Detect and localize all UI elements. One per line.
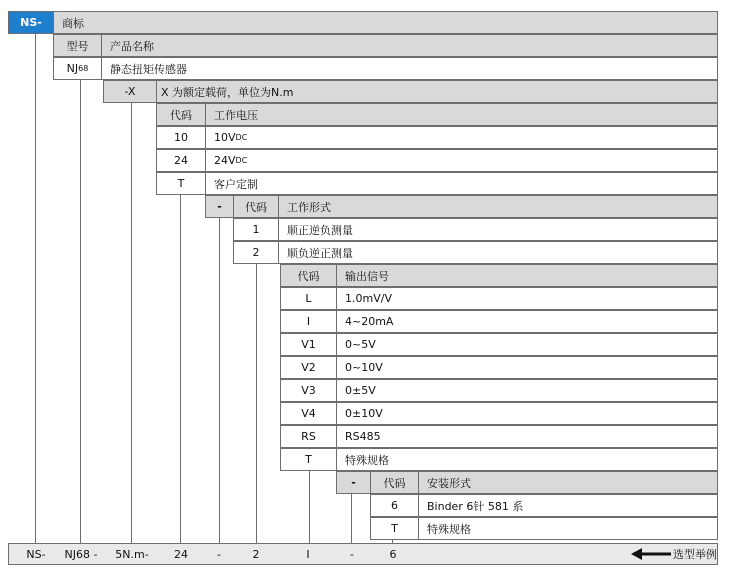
model-code-sub: 68 — [78, 64, 89, 73]
trademark-label: 商标 — [62, 16, 84, 30]
work-mode-code: 1 — [234, 219, 279, 240]
output-code: I — [281, 311, 337, 332]
output-desc: 4~20mA — [345, 315, 394, 328]
model-row — [53, 57, 718, 80]
output-row — [280, 333, 718, 356]
connector-mode — [256, 264, 257, 543]
install-code: T — [371, 518, 419, 539]
install-code: 6 — [371, 495, 419, 516]
load-row — [103, 80, 718, 103]
work-mode-row — [233, 218, 718, 241]
voltage-main: 24V — [214, 154, 236, 167]
model-name-header: 产品名称 — [110, 39, 154, 53]
output-code: RS — [281, 426, 337, 447]
work-mode-desc: 顺正逆负测量 — [287, 223, 353, 237]
output-row — [280, 425, 718, 448]
voltage-desc — [206, 150, 247, 171]
model-code-main: NJ — [66, 62, 79, 75]
output-desc: 0~5V — [345, 338, 376, 351]
voltage-desc — [206, 127, 247, 148]
voltage-main: 10V — [214, 131, 236, 144]
voltage-row — [156, 172, 718, 195]
work-mode-desc: 顺负逆正测量 — [287, 246, 353, 260]
connector-model — [80, 80, 81, 543]
output-desc: 0±5V — [345, 384, 376, 397]
work-mode-prefix: - — [206, 196, 234, 217]
install-desc: 特殊规格 — [427, 522, 471, 536]
output-row — [280, 287, 718, 310]
output-desc: 1.0mV/V — [345, 292, 392, 305]
connector-mode-prefix — [219, 218, 220, 543]
example-part: NS- — [26, 547, 46, 561]
ns-prefix: NS- — [9, 12, 54, 33]
work-mode-code-header: 代码 — [234, 196, 279, 217]
voltage-desc — [206, 173, 258, 194]
output-row — [280, 310, 718, 333]
example-part: 24 — [174, 547, 188, 561]
voltage-sub: DC — [235, 156, 248, 165]
output-desc: RS485 — [345, 430, 381, 443]
install-row — [370, 517, 718, 540]
load-description: X 为额定载荷，单位为N.m — [161, 85, 294, 99]
output-code: V3 — [281, 380, 337, 401]
output-desc: 0±10V — [345, 407, 383, 420]
voltage-code: 10 — [157, 127, 206, 148]
example-part: 6 — [389, 547, 397, 561]
model-header-row — [53, 34, 718, 57]
output-code: V1 — [281, 334, 337, 355]
voltage-sub: DC — [235, 133, 248, 142]
model-code-header: 型号 — [54, 35, 102, 56]
output-code: V4 — [281, 403, 337, 424]
install-row — [370, 494, 718, 517]
output-desc: 特殊规格 — [345, 453, 389, 467]
example-part: 2 — [252, 547, 260, 561]
work-mode-desc-header: 工作形式 — [287, 200, 331, 214]
voltage-row — [156, 149, 718, 172]
example-part: - — [350, 547, 354, 561]
voltage-code: T — [157, 173, 206, 194]
work-mode-code: 2 — [234, 242, 279, 263]
output-header-row — [280, 264, 718, 287]
output-row — [280, 356, 718, 379]
example-label: 选型举例 — [673, 548, 717, 561]
model-code — [54, 58, 102, 79]
work-mode-header-row — [205, 195, 718, 218]
install-prefix: - — [337, 472, 371, 493]
example-row — [8, 543, 718, 565]
voltage-row — [156, 126, 718, 149]
trademark-row — [8, 11, 718, 34]
voltage-code: 24 — [157, 150, 206, 171]
voltage-code-header: 代码 — [157, 104, 206, 125]
output-code: T — [281, 449, 337, 470]
connector-load — [131, 103, 132, 543]
output-code-header: 代码 — [281, 265, 337, 286]
voltage-main: 客户定制 — [214, 177, 258, 191]
model-name: 静态扭矩传感器 — [110, 62, 187, 76]
connector-voltage — [180, 195, 181, 543]
connector-install-prefix — [351, 494, 352, 543]
output-code: L — [281, 288, 337, 309]
example-part: I — [306, 547, 310, 561]
output-desc: 0~10V — [345, 361, 383, 374]
output-code: V2 — [281, 357, 337, 378]
output-desc-header: 输出信号 — [345, 269, 389, 283]
output-row — [280, 379, 718, 402]
work-mode-row — [233, 241, 718, 264]
arrow-left-icon — [631, 548, 671, 560]
install-desc: Binder 6针 581 系 — [427, 499, 524, 513]
connector-output — [309, 471, 310, 543]
connector-ns — [35, 34, 36, 543]
voltage-desc-header: 工作电压 — [214, 108, 258, 122]
example-part: NJ68 - — [64, 547, 98, 561]
voltage-header-row — [156, 103, 718, 126]
load-prefix: -X — [104, 81, 157, 102]
install-code-header: 代码 — [371, 472, 419, 493]
example-part: - — [217, 547, 221, 561]
output-row — [280, 448, 718, 471]
example-part: 5N.m- — [115, 547, 149, 561]
install-header-row — [336, 471, 718, 494]
install-desc-header: 安装形式 — [427, 476, 471, 490]
output-row — [280, 402, 718, 425]
